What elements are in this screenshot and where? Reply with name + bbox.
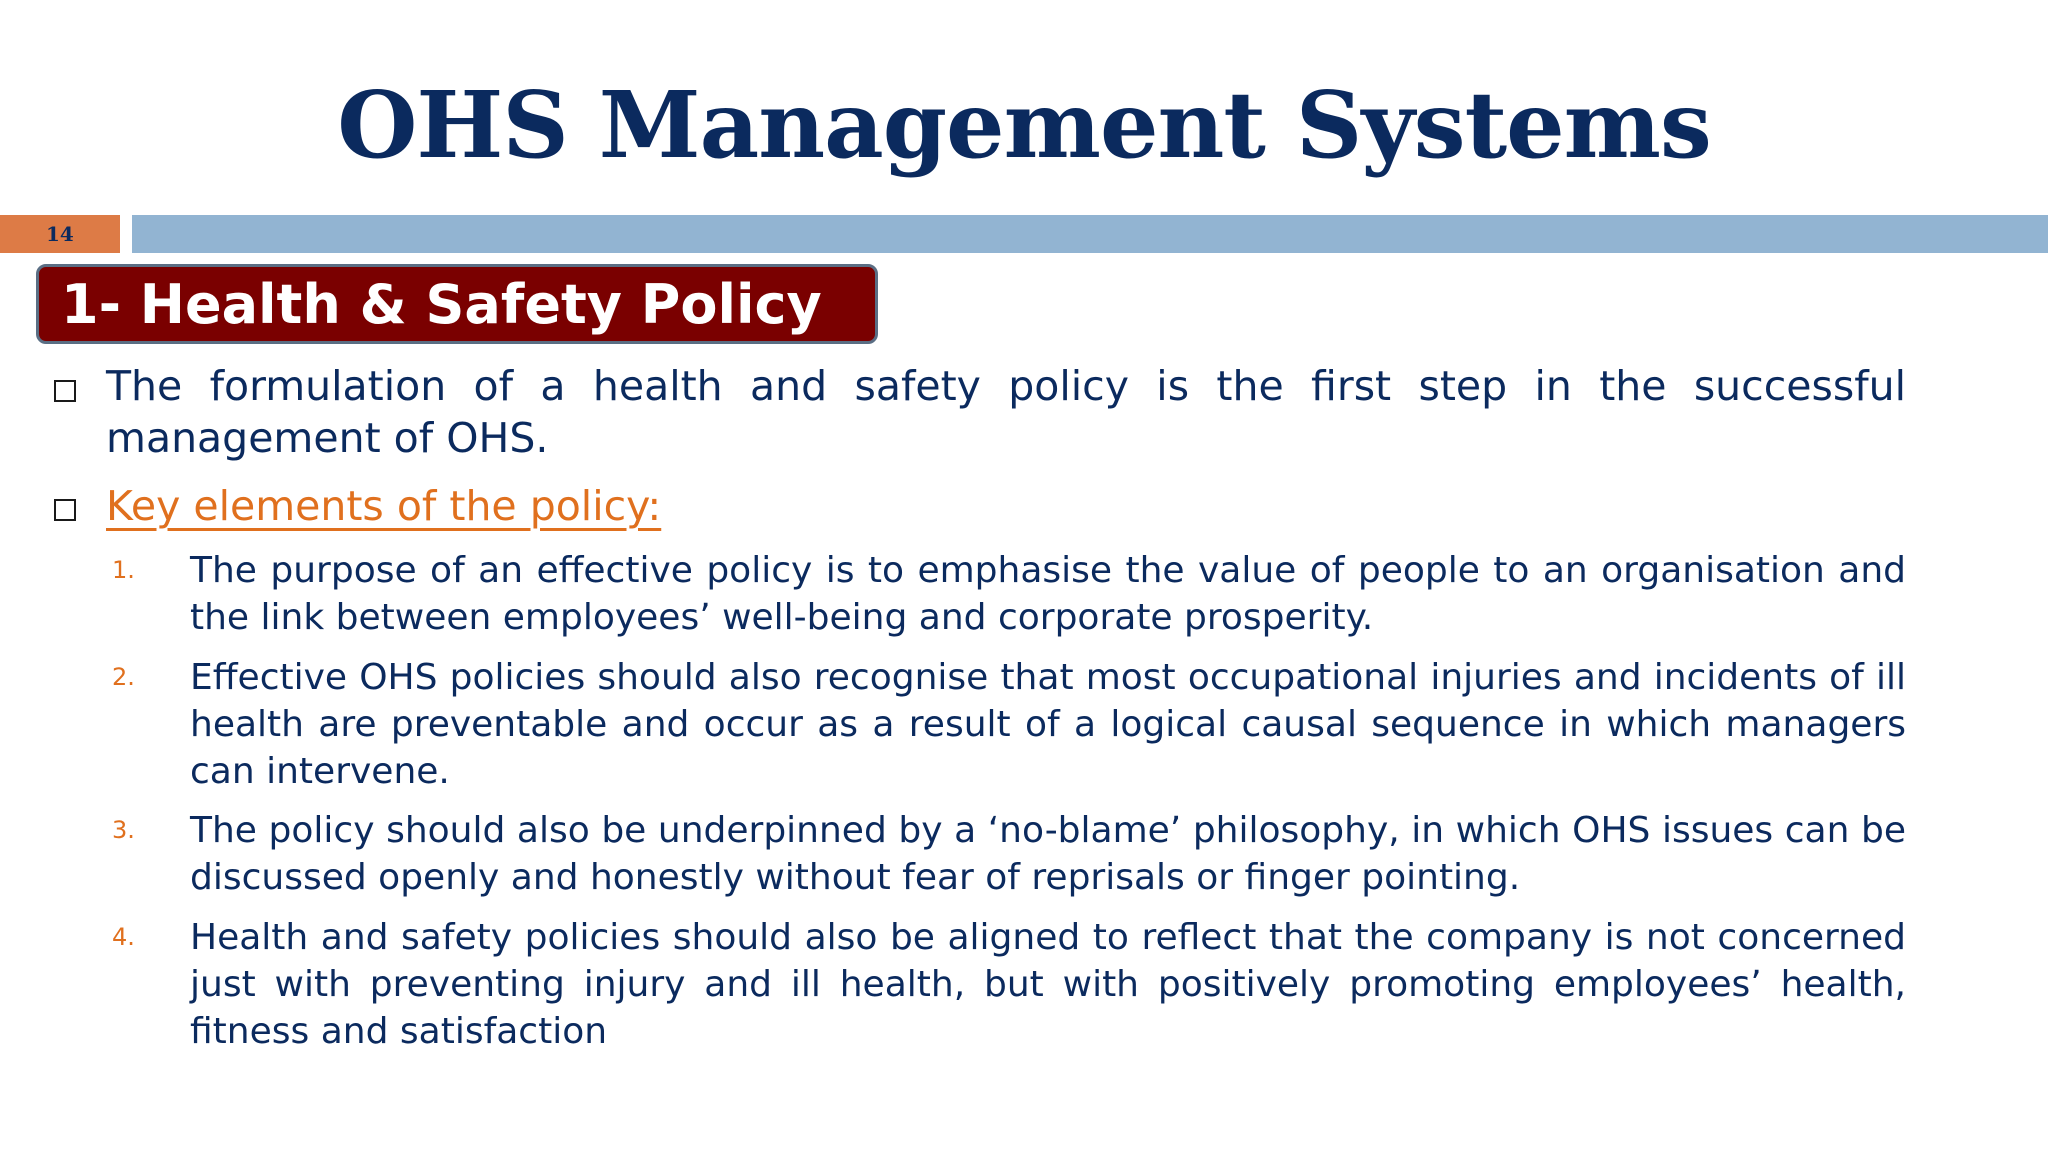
list-item: The purpose of an effective policy is to emphasise the value of people to an organisation and the link between employees’ well-being and corporate prosperity. — [190, 550, 1906, 638]
section-heading: 1- Health & Safety Policy — [61, 273, 822, 336]
key-elements-heading: Key elements of the policy: — [106, 482, 662, 530]
section-heading-box — [36, 264, 878, 344]
list-item: The policy should also be underpinned by a ‘no-blame’ philosophy, in which OHS issues can be discussed openly and honestly without fear of reprisals or finger pointing. — [190, 810, 1906, 898]
list-item: Health and safety policies should also be aligned to reflect that the company is not concerned just with preventing injury and ill health, but with positively promoting employees’ health, fitness and satisfaction — [190, 917, 1906, 1052]
list-item-number: 1. — [112, 556, 135, 584]
square-bullet-icon — [54, 380, 76, 402]
list-item: Effective OHS policies should also recognise that most occupational injuries and incidents of ill health are preventable and occur as a result of a logical causal sequence in which managers can intervene. — [190, 657, 1906, 792]
square-bullet-icon — [54, 499, 76, 521]
list-item-number: 2. — [112, 663, 135, 691]
header-divider-bar — [132, 215, 2048, 253]
slide-title: OHS Management Systems — [337, 71, 1711, 179]
bullet-text: The formulation of a health and safety policy is the first step in the successful management of OHS. — [106, 362, 1906, 462]
slide-number: 14 — [0, 215, 120, 253]
list-item-number: 3. — [112, 816, 135, 844]
list-item-number: 4. — [112, 923, 135, 951]
